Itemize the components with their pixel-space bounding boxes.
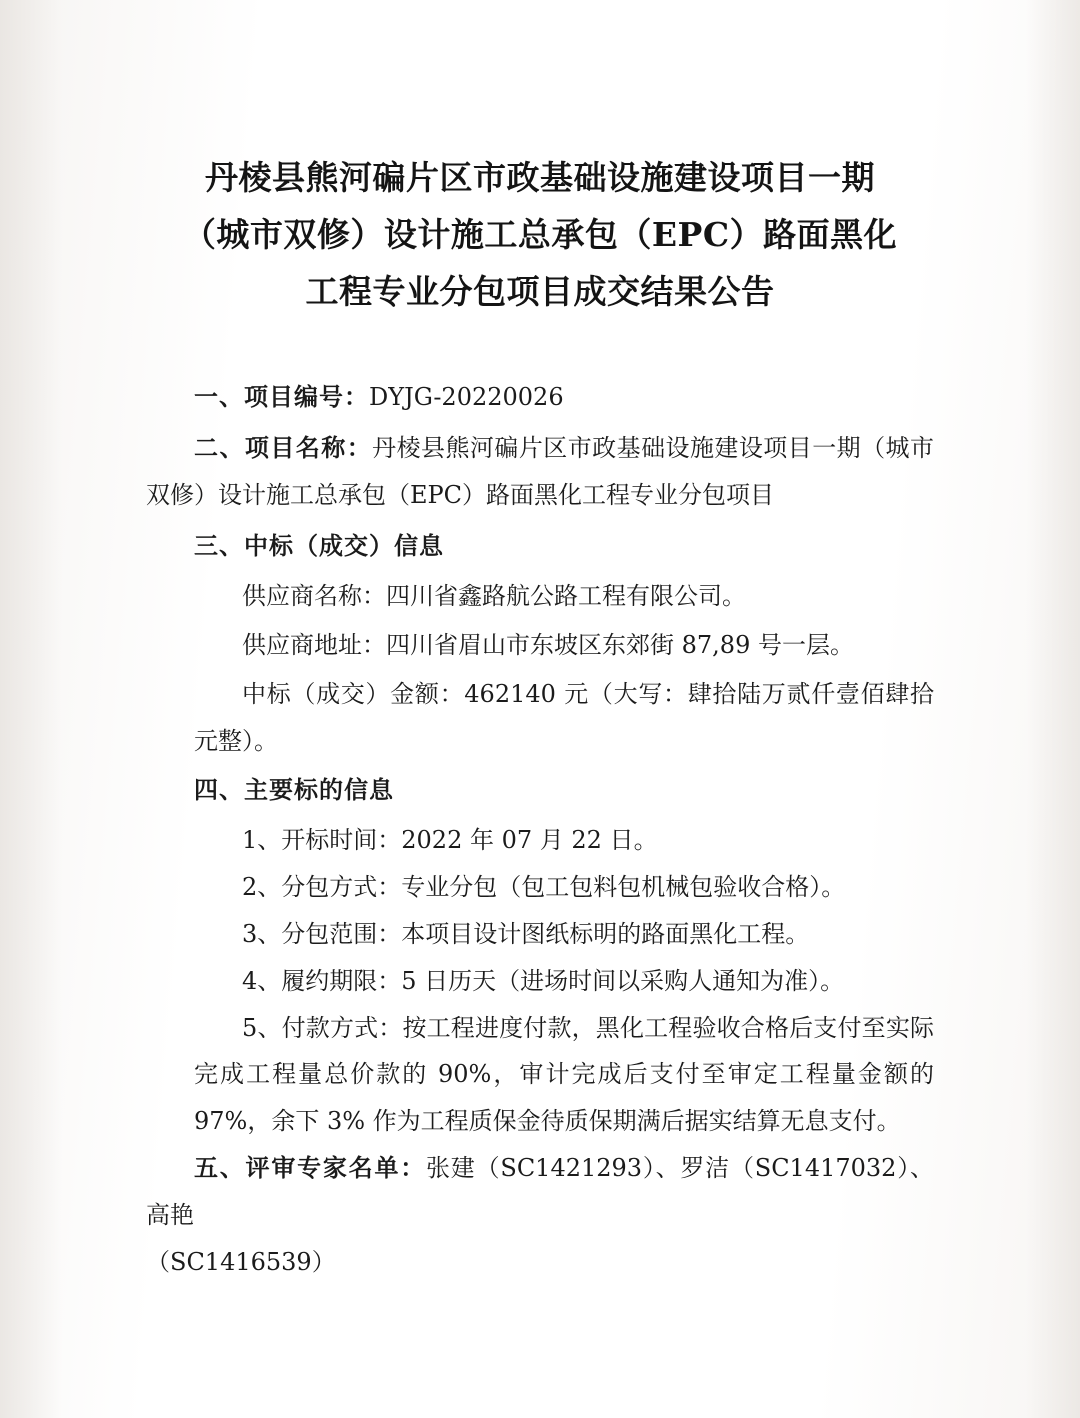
section-experts-label: 五、评审专家名单： [194, 1153, 427, 1182]
section-award-info-heading [146, 523, 934, 570]
award-amount: 中标（成交）金额：462140 元（大写：肆拾陆万贰仟壹佰肆拾元整）。 [194, 680, 934, 755]
main-target-list [146, 817, 934, 1145]
page-title [146, 150, 934, 320]
list-item: 5、付款方式：按工程进度付款，黑化工程验收合格后支付至实际完成工程量总价款的 90%，审计完成后支付至审定工程量金额的 97%，余下 3% 作为工程质保金待质保期满后据实结算无息支付。 [194, 1013, 934, 1136]
section-main-target-label: 四、主要标的信息 [194, 774, 394, 804]
title-line-3: 工程专业分包项目成交结果公告 [305, 271, 775, 311]
award-supplier-address: 供应商地址：四川省眉山市东坡区东郊街 87,89 号一层。 [242, 631, 854, 660]
title-line-1: 丹棱县熊河碥片区市政基础设施建设项目一期 [205, 158, 875, 197]
section-experts-continuation: （SC1416539） [146, 1247, 336, 1276]
section-experts [146, 1145, 934, 1239]
section-experts-value: 张建（SC1421293）、罗洁（SC1417032）、高艳 [146, 1154, 934, 1229]
section-project-number-label: 一、项目编号： [194, 382, 369, 412]
list-item: 2、分包方式：专业分包（包工包料包机械包验收合格）。 [242, 873, 846, 902]
list-item: 3、分包范围：本项目设计图纸标明的路面黑化工程。 [242, 920, 810, 949]
section-project-number [146, 374, 934, 421]
list-item: 4、履约期限：5 日历天（进场时间以采购人通知为准）。 [242, 966, 845, 995]
list-item: 1、开标时间：2022 年 07 月 22 日。 [242, 826, 658, 855]
section-project-name [146, 425, 934, 519]
title-line-2: （城市双修）设计施工总承包（EPC）路面黑化 [182, 214, 898, 254]
section-project-number-value: DYJG-20220026 [369, 383, 564, 412]
section-project-name-label: 二、项目名称： [194, 433, 373, 463]
section-project-name-value: 丹棱县熊河碥片区市政基础设施建设项目一期（城市双修）设计施工总承包（EPC）路面黑化工程专业分包项目 [146, 434, 935, 509]
award-supplier-name: 供应商名称：四川省鑫路航公路工程有限公司。 [242, 582, 746, 611]
section-award-info-label: 三、中标（成交）信息 [194, 530, 444, 560]
section-main-target-heading [146, 767, 934, 814]
